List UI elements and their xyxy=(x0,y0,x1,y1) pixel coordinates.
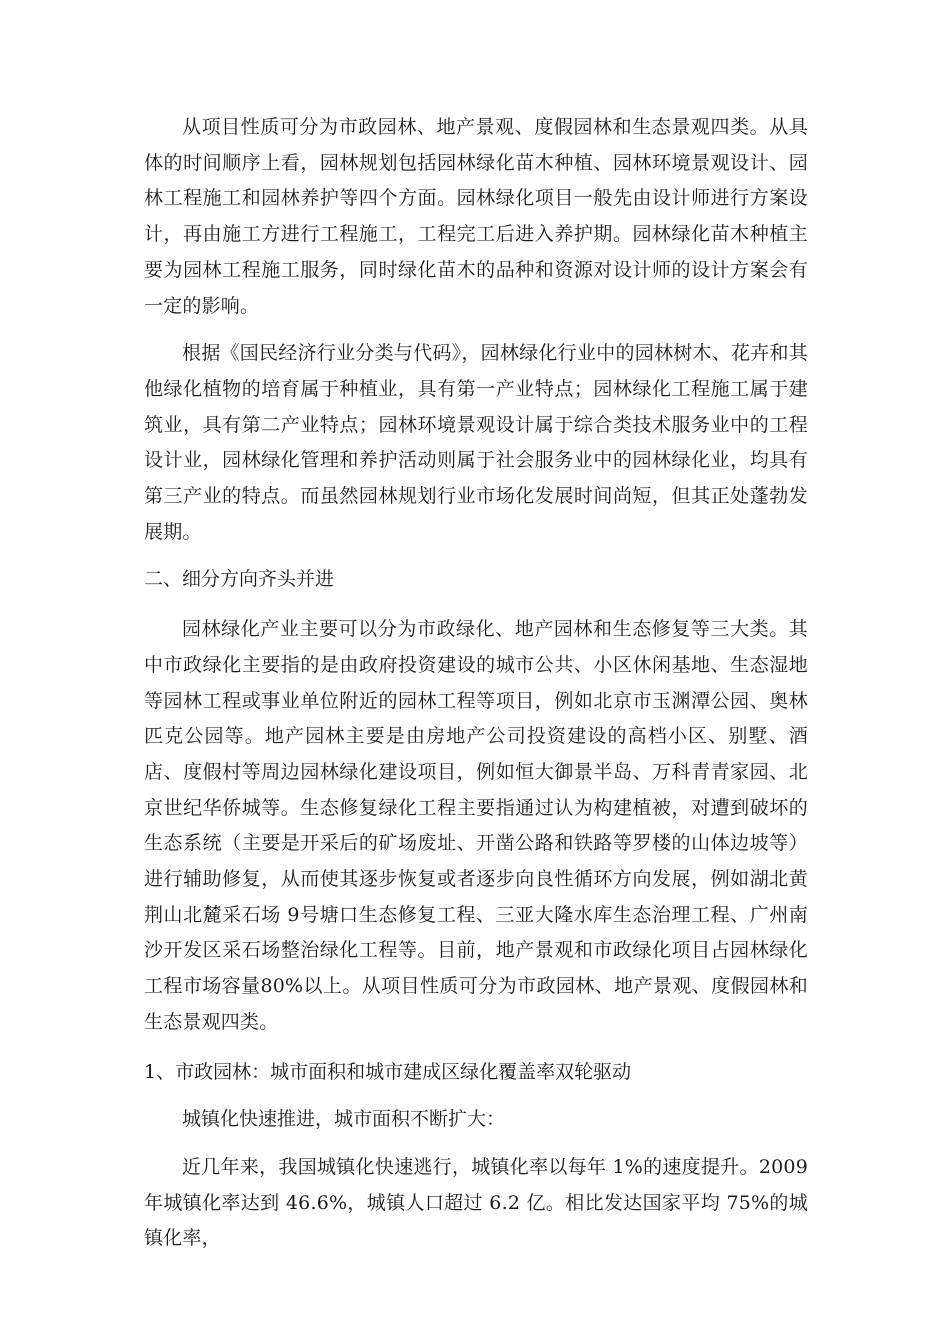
subsection-heading: 1、市政园林：城市面积和城市建成区绿化覆盖率双轮驱动 xyxy=(144,1060,632,1083)
document-body xyxy=(144,110,808,1257)
paragraph-industry-classification: 根据《国民经济行业分类与代码》，园林绿化行业中的园林树木、花卉和其他绿化植物的培育属于种植业，具有第一产业特点；园林绿化工程施工属于建筑业，具有第二产业特点；园林环境景观设计属于综合类技术服务业中的工程设计业，园林绿化管理和养护活动则属于社会服务业中的园林绿化业，均具有第三产业的特点。而虽然园林规划行业市场化发展时间尚短，但其正处蓬勃发展期。 xyxy=(144,342,808,543)
paragraph-segments: 园林绿化产业主要可以分为市政绿化、地产园林和生态修复等三大类。其中市政绿化主要指的是由政府投资建设的城市公共、小区休闲基地、生态湿地等园林工程或事业单位附近的园林工程等项目，例如北京市玉渊潭公园、奥林匹克公园等。地产园林主要是由房地产公司投资建设的高档小区、别墅、酒店、度假村等周边园林绿化建设项目，例如恒大御景半岛、万科青青家园、北京世纪华侨城等。生态修复绿化工程主要指通过认为构建植被，对遭到破坏的生态系统（主要是开采后的矿场废址、开凿公路和铁路等罗楼的山体边坡等）进行辅助修复，从而使其逐步恢复或者逐步向良性循环方向发展，例如湖北黄荆山北麓采石场 9号塘口生态修复工程、三亚大隆水库生态治理工程、广州南沙开发区采石场整治绿化工程等。目前，地产景观和市政绿化项目占园林绿化工程市场容量80%以上。从项目性质可分为市政园林、地产景观、度假园林和生态景观四类。 xyxy=(144,618,808,1033)
section-heading: 二、细分方向齐头并进 xyxy=(144,568,335,591)
paragraph-urbanization-lead: 城镇化快速推进，城市面积不断扩大： xyxy=(182,1108,506,1131)
paragraph-project-nature: 从项目性质可分为市政园林、地产景观、度假园林和生态景观四类。从具体的时间顺序上看，园林规划包括园林绿化苗木种植、园林环境景观设计、园林工程施工和园林养护等四个方面。园林绿化项目一般先由设计师进行方案设计，再由施工方进行工程施工，工程完工后进入养护期。园林绿化苗木种植主要为园林工程施工服务，同时绿化苗木的品种和资源对设计师的设计方案会有一定的影响。 xyxy=(144,116,808,317)
paragraph-urbanization-rate: 近几年来，我国城镇化快速逃行，城镇化率以每年 1%的速度提升。2009 年城镇化率达到 46.6%，城镇人口超过 6.2 亿。相比发达国家平均 75%的城镇化率， xyxy=(144,1155,808,1250)
